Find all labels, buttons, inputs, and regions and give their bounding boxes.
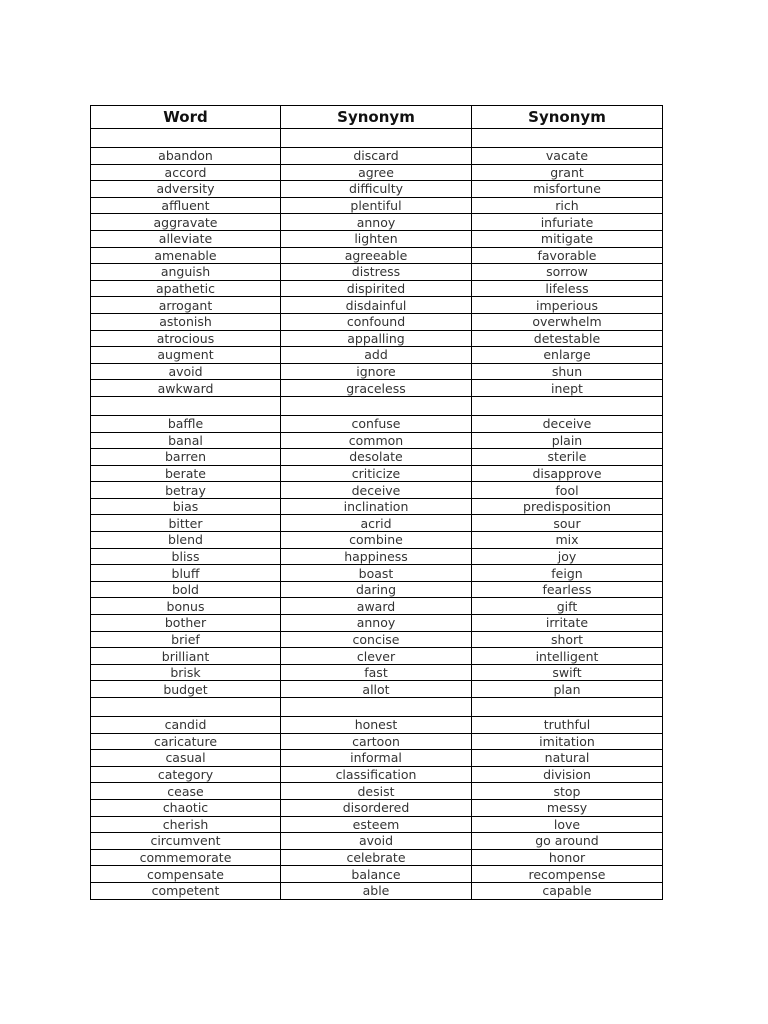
word-cell: bliss [91,548,281,565]
table-row [91,230,663,247]
section-spacer-row [91,396,663,415]
synonym-2-cell: plain [472,432,663,449]
synonym-2-cell: gift [472,598,663,615]
table-row [91,648,663,665]
table-row [91,799,663,816]
synonym-2-cell: imperious [472,297,663,314]
synonym-2-cell: overwhelm [472,313,663,330]
table-row [91,264,663,281]
table-row [91,598,663,615]
synonym-2-cell: swift [472,664,663,681]
table-row [91,681,663,698]
word-cell: caricature [91,733,281,750]
table-row [91,581,663,598]
empty-cell [472,396,663,415]
table-row [91,816,663,833]
word-cell: alleviate [91,230,281,247]
word-cell: budget [91,681,281,698]
synonym-2-cell: intelligent [472,648,663,665]
synonym-1-cell: confuse [281,415,472,432]
table-row [91,297,663,314]
word-cell: bitter [91,515,281,532]
synonym-2-cell: imitation [472,733,663,750]
synonym-1-cell: allot [281,681,472,698]
synonym-1-cell: desist [281,783,472,800]
table-row [91,465,663,482]
table-row [91,664,663,681]
synonym-1-cell: confound [281,313,472,330]
empty-cell [281,396,472,415]
synonym-1-cell: informal [281,750,472,767]
synonym-1-cell: criticize [281,465,472,482]
header-synonym-1: Synonym [281,106,472,129]
synonym-2-cell: rich [472,197,663,214]
word-cell: berate [91,465,281,482]
word-cell: astonish [91,313,281,330]
word-cell: bluff [91,565,281,582]
synonym-1-cell: able [281,882,472,899]
synonym-1-cell: classification [281,766,472,783]
table-row [91,515,663,532]
word-cell: baffle [91,415,281,432]
synonym-2-cell: disapprove [472,465,663,482]
synonym-1-cell: combine [281,532,472,549]
synonym-1-cell: desolate [281,449,472,466]
synonym-1-cell: annoy [281,214,472,231]
synonym-1-cell: clever [281,648,472,665]
word-cell: avoid [91,363,281,380]
word-cell: anguish [91,264,281,281]
synonym-1-cell: deceive [281,482,472,499]
synonym-1-cell: agree [281,164,472,181]
table-row [91,766,663,783]
synonym-2-cell: love [472,816,663,833]
synonym-2-cell: enlarge [472,347,663,364]
word-cell: bonus [91,598,281,615]
word-cell: augment [91,347,281,364]
synonym-1-cell: disordered [281,799,472,816]
table-row [91,733,663,750]
table-row [91,347,663,364]
synonym-2-cell: deceive [472,415,663,432]
word-cell: atrocious [91,330,281,347]
word-cell: betray [91,482,281,499]
table-row [91,565,663,582]
synonym-1-cell: add [281,347,472,364]
synonym-1-cell: common [281,432,472,449]
synonym-2-cell: messy [472,799,663,816]
table-row [91,750,663,767]
table-row [91,330,663,347]
header-row [91,106,663,129]
empty-cell [281,698,472,717]
table-row [91,849,663,866]
table-row [91,432,663,449]
synonym-2-cell: lifeless [472,280,663,297]
word-cell: casual [91,750,281,767]
synonym-1-cell: annoy [281,615,472,632]
table-row [91,833,663,850]
empty-cell [91,698,281,717]
synonym-2-cell: fool [472,482,663,499]
synonym-1-cell: disdainful [281,297,472,314]
synonym-1-cell: daring [281,581,472,598]
synonym-2-cell: irritate [472,615,663,632]
word-cell: bold [91,581,281,598]
table-row [91,548,663,565]
word-cell: commemorate [91,849,281,866]
word-cell: bother [91,615,281,632]
table-row [91,363,663,380]
synonym-1-cell: distress [281,264,472,281]
word-cell: brisk [91,664,281,681]
synonym-2-cell: division [472,766,663,783]
table-row [91,615,663,632]
synonym-2-cell: infuriate [472,214,663,231]
synonym-1-cell: acrid [281,515,472,532]
table-row [91,415,663,432]
synonym-2-cell: short [472,631,663,648]
empty-cell [91,129,281,148]
synonym-2-cell: natural [472,750,663,767]
word-cell: cherish [91,816,281,833]
table-row [91,532,663,549]
section-spacer-row [91,129,663,148]
synonym-1-cell: plentiful [281,197,472,214]
table-row [91,214,663,231]
synonym-2-cell: vacate [472,148,663,165]
synonym-2-cell: honor [472,849,663,866]
word-cell: arrogant [91,297,281,314]
synonym-2-cell: inept [472,380,663,397]
word-cell: adversity [91,181,281,198]
table-body [91,129,663,900]
synonym-2-cell: sour [472,515,663,532]
word-cell: abandon [91,148,281,165]
word-cell: category [91,766,281,783]
header-synonym-2: Synonym [472,106,663,129]
synonym-2-cell: go around [472,833,663,850]
word-cell: aggravate [91,214,281,231]
synonym-1-cell: award [281,598,472,615]
table-row [91,783,663,800]
word-cell: cease [91,783,281,800]
empty-cell [472,698,663,717]
table-row [91,631,663,648]
word-cell: banal [91,432,281,449]
synonym-2-cell: predisposition [472,498,663,515]
word-cell: brief [91,631,281,648]
synonym-1-cell: difficulty [281,181,472,198]
word-cell: compensate [91,866,281,883]
word-cell: blend [91,532,281,549]
header-word: Word [91,106,281,129]
word-cell: apathetic [91,280,281,297]
synonym-2-cell: grant [472,164,663,181]
synonym-1-cell: fast [281,664,472,681]
synonym-1-cell: graceless [281,380,472,397]
synonym-2-cell: truthful [472,717,663,734]
synonym-1-cell: celebrate [281,849,472,866]
table-row [91,482,663,499]
table-row [91,181,663,198]
table-row [91,164,663,181]
synonym-2-cell: sorrow [472,264,663,281]
table-row [91,380,663,397]
empty-cell [472,129,663,148]
word-cell: chaotic [91,799,281,816]
synonym-1-cell: discard [281,148,472,165]
table-row [91,313,663,330]
synonym-2-cell: stop [472,783,663,800]
section-spacer-row [91,698,663,717]
synonym-1-cell: ignore [281,363,472,380]
word-cell: awkward [91,380,281,397]
synonym-1-cell: dispirited [281,280,472,297]
synonym-2-cell: plan [472,681,663,698]
synonym-1-cell: balance [281,866,472,883]
empty-cell [281,129,472,148]
word-cell: competent [91,882,281,899]
table-row [91,280,663,297]
synonym-1-cell: avoid [281,833,472,850]
synonym-2-cell: mitigate [472,230,663,247]
synonym-1-cell: cartoon [281,733,472,750]
synonym-1-cell: happiness [281,548,472,565]
word-cell: brilliant [91,648,281,665]
word-cell: candid [91,717,281,734]
synonym-1-cell: agreeable [281,247,472,264]
synonym-2-cell: misfortune [472,181,663,198]
table-row [91,866,663,883]
table-row [91,449,663,466]
table-row [91,717,663,734]
synonym-1-cell: inclination [281,498,472,515]
table-row [91,882,663,899]
word-cell: circumvent [91,833,281,850]
synonym-1-cell: esteem [281,816,472,833]
synonym-2-cell: detestable [472,330,663,347]
synonym-2-cell: sterile [472,449,663,466]
synonym-1-cell: honest [281,717,472,734]
empty-cell [91,396,281,415]
synonym-2-cell: fearless [472,581,663,598]
word-cell: barren [91,449,281,466]
synonym-2-cell: mix [472,532,663,549]
synonym-2-cell: favorable [472,247,663,264]
synonym-1-cell: boast [281,565,472,582]
word-cell: affluent [91,197,281,214]
table-row [91,148,663,165]
synonym-2-cell: joy [472,548,663,565]
synonym-1-cell: concise [281,631,472,648]
table-row [91,197,663,214]
word-cell: amenable [91,247,281,264]
table-row [91,247,663,264]
synonym-1-cell: appalling [281,330,472,347]
synonym-2-cell: capable [472,882,663,899]
synonym-2-cell: recompense [472,866,663,883]
synonym-2-cell: feign [472,565,663,582]
synonym-2-cell: shun [472,363,663,380]
word-cell: bias [91,498,281,515]
word-cell: accord [91,164,281,181]
table-row [91,498,663,515]
synonym-1-cell: lighten [281,230,472,247]
synonym-table [90,105,663,900]
